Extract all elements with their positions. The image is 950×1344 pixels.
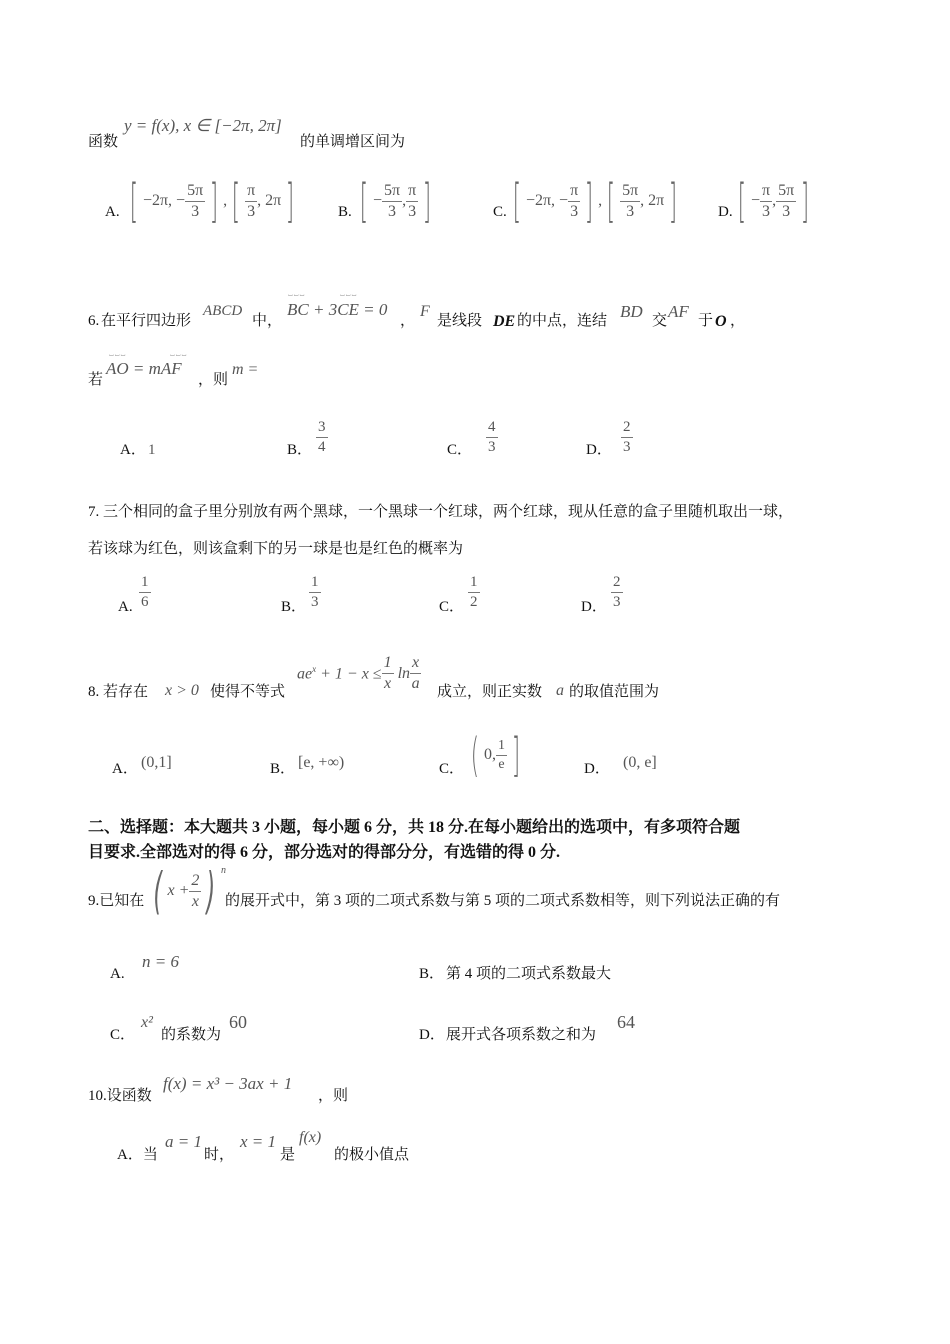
q8-suffix2: 的取值范围为 [569,684,660,700]
q6-f: F [420,303,430,320]
q10-option-a-label: A．当 [117,1147,158,1163]
q7-line1: 7. 三个相同的盒子里分别放有两个黑球，一个黑球一个红球，两个红球，现从任意的盒子里随机取出一球， [88,504,794,520]
q6-line2-prefix: 若 [88,372,104,388]
q6-option-b-label: B． [287,442,313,458]
q6-abcd: ABCD [203,303,243,319]
q7-line2: 若该球为红色，则该盒剩下的另一球是也是红色的概率为 [88,541,464,557]
q9-option-c-text: 的系数为 [161,1027,222,1043]
q8-option-c-label: C． [439,761,465,777]
q6-option-d-label: D． [586,442,612,458]
q6-text-1: 在平行四边形 [101,313,192,329]
q8-prefix: 8. 若存在 [88,684,149,700]
q8-option-a-label: A． [112,761,138,777]
q5-function: y = f(x), x ∈ [−2π, 2π] [124,116,282,135]
q9-prefix: 9.已知在 [88,893,145,909]
q8-option-b-label: B． [270,761,296,777]
q5-option-a-math: [ −2π, − $\frac{5\pi}{3}$ ] , [ $\frac{\pi}{3}$ , 2π ] [129,174,295,228]
q6-ao-equation: AO = mAF [106,359,182,378]
q7-option-a-label: A. [118,599,133,615]
q6-vector-equation: BC + 3CE = 0 [287,300,388,319]
q8-condition: x > 0 [165,682,199,699]
q8-mid: 使得不等式 [210,684,286,700]
q8-option-b-value: [e, +∞) [298,754,345,771]
q9-suffix: 的展开式中，第 3 项的二项式系数与第 5 项的二项式系数相等，则下列说法正确的有 [225,893,781,909]
q5-suffix: 的单调增区间为 [300,134,406,150]
q5-option-c-math: [ −2π, − $\frac{\pi}{3}$ ] , [ $\frac{5\pi}{3}$ , 2π ] [512,174,678,228]
q8-option-d-label: D． [584,761,610,777]
q6-af: AF [668,302,689,321]
q6-de: DE [493,313,516,330]
q9-option-d-label: D． [419,1027,445,1043]
q6-number: 6. [88,313,100,329]
q6-vector-arrow-ao: ⌴⌴⌴ [109,352,127,358]
q10-option-a-condition: a = 1 [165,1132,202,1151]
q6-text-5: 的中点，连结 [517,313,608,329]
q6-option-d-value: $\frac{2}{3}$ [623,419,631,455]
q8-inequality: $ae^x + 1 - x$ ≤ $\frac{1}{x}$ ln $\frac{x}{a}$ [297,654,420,692]
q9-option-a-math: n = 6 [142,952,179,971]
q8-option-a-value: (0,1] [141,754,172,771]
q6-vector-arrow-bc: ⌴⌴⌴ [288,292,306,298]
q7-option-a-value: $\frac{1}{6}$ [141,574,149,610]
q6-text-6: 交 [652,313,668,329]
section-2-heading-line1: 二、选择题：本大题共 3 小题，每小题 6 分，共 18 分.在每小题给出的选项中，有多项符合题 [88,819,741,836]
q6-option-a-label: A． [120,442,146,458]
q10-option-a-mid: 时， [204,1147,235,1163]
q7-option-b-value: $\frac{1}{3}$ [311,574,319,610]
q6-text-7: 于 [698,313,714,329]
q9-option-b-text: 第 4 项的二项式系数最大 [446,966,612,982]
q9-option-d-number: 64 [617,1012,635,1032]
q9-option-c-number: 60 [229,1012,247,1032]
q7-option-d-value: $\frac{2}{3}$ [613,574,621,610]
q6-text-2: 中， [252,313,283,329]
q6-text-3: ， [400,313,416,329]
q7-option-b-label: B． [281,599,307,615]
q8-a: a [556,682,564,699]
q5-option-a-label: A. [105,204,120,220]
q10-option-a-x: x = 1 [240,1132,277,1151]
q6-bd: BD [620,302,643,321]
q5-option-b-math: [ − $\frac{5\pi}{3}$ , $\frac{\pi}{3}$ ] [359,174,432,228]
q5-option-d-math: [ − $\frac{\pi}{3}$ , $\frac{5\pi}{3}$ ] [737,174,810,228]
q10-option-a-is: 是 [280,1147,296,1163]
q9-option-b-label: B． [419,966,445,982]
q6-text-4: 是线段 [437,313,483,329]
q6-text-8: ， [730,313,746,329]
q8-suffix1: 成立，则正实数 [437,684,543,700]
q6-o: O [715,313,727,330]
q6-option-b-value: $\frac{3}{4}$ [318,419,326,455]
q5-option-c-label: C. [493,204,507,220]
q8-option-d-value: (0, e] [623,754,657,771]
section-2-heading-line2: 目要求.全部选对的得 6 分，部分选对的得部分分，有选错的得 0 分. [88,844,561,861]
q6-option-c-value: $\frac{4}{3}$ [488,419,496,455]
q6-option-c-label: C． [447,442,473,458]
q6-line2-mid: ，则 [198,372,229,388]
q10-prefix: 10.设函数 [88,1088,152,1104]
q10-suffix: ，则 [318,1088,349,1104]
q9-option-c-math: x² [141,1014,153,1031]
q9-option-c-label: C． [110,1027,136,1043]
q5-option-b-label: B. [338,204,352,220]
q9-expression: ( x + $\frac{2}{x}$ ) n [153,862,226,920]
q6-vector-arrow-af: ⌴⌴⌴ [170,352,188,358]
q9-option-a-label: A. [110,966,125,982]
q6-vector-arrow-ce: ⌴⌴⌴ [340,292,358,298]
q10-function: f(x) = x³ − 3ax + 1 [163,1074,293,1093]
q10-option-a-fx: f(x) [299,1129,322,1146]
q5-option-d-label: D. [718,204,733,220]
q7-option-c-label: C． [439,599,465,615]
q6-m-equation: m = [232,361,259,378]
q7-option-d-label: D． [581,599,607,615]
q8-option-c-value: ( 0, $\frac{1}{e}$ ] [470,728,520,782]
q6-option-a-value: 1 [148,442,156,458]
q5-prefix: 函数 [88,134,119,150]
q10-option-a-end: 的极小值点 [334,1147,410,1163]
q9-option-d-text: 展开式各项系数之和为 [446,1027,597,1043]
q7-option-c-value: $\frac{1}{2}$ [470,574,478,610]
